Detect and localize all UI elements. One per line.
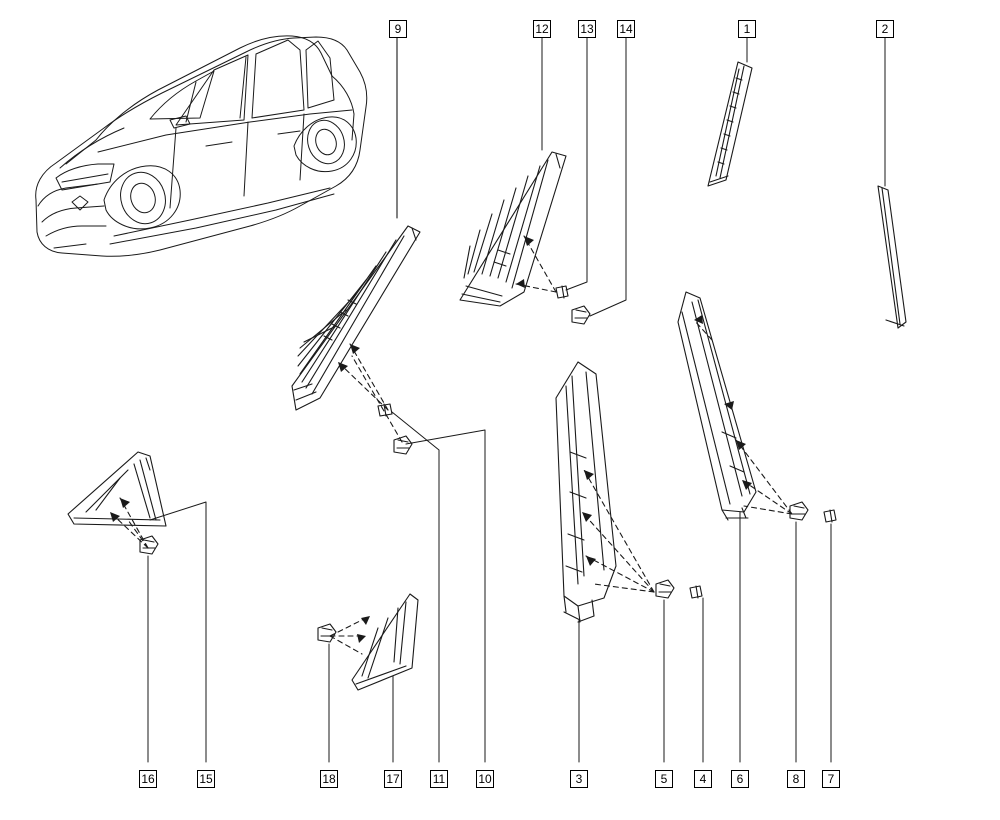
part-14-grommet <box>572 306 590 324</box>
part-2-shape <box>878 186 906 328</box>
part-5-grommet <box>656 580 674 598</box>
callout-9[interactable]: 9 <box>389 20 407 38</box>
car-illustration <box>36 36 367 256</box>
part-17-shape <box>352 594 418 690</box>
part-18-grommet <box>318 624 336 642</box>
part-15-assembly-arrows <box>110 498 148 548</box>
callout-3[interactable]: 3 <box>570 770 588 788</box>
part-8-grommet <box>790 502 808 520</box>
callout-18[interactable]: 18 <box>320 770 338 788</box>
part-9-assembly-arrows <box>338 344 402 442</box>
callout-5[interactable]: 5 <box>655 770 673 788</box>
callout-6[interactable]: 6 <box>731 770 749 788</box>
callout-13[interactable]: 13 <box>578 20 596 38</box>
part-12-shape <box>460 152 566 306</box>
callout-10[interactable]: 10 <box>476 770 494 788</box>
leader-lines <box>148 38 885 762</box>
part-4-clip <box>690 586 702 598</box>
part-9-shape <box>292 226 420 410</box>
callout-16[interactable]: 16 <box>139 770 157 788</box>
callout-4[interactable]: 4 <box>694 770 712 788</box>
callout-11[interactable]: 11 <box>430 770 448 788</box>
part-10-grommet <box>394 436 412 454</box>
part-7-clip <box>824 510 836 522</box>
part-13-clip <box>556 286 568 298</box>
part-6-shape <box>678 292 756 520</box>
callout-12[interactable]: 12 <box>533 20 551 38</box>
callout-2[interactable]: 2 <box>876 20 894 38</box>
callout-15[interactable]: 15 <box>197 770 215 788</box>
callout-17[interactable]: 17 <box>384 770 402 788</box>
part-3-shape <box>556 362 616 622</box>
part-1-shape <box>708 62 752 186</box>
part-16-grommet <box>140 536 158 554</box>
part-3-assembly-arrows <box>582 470 654 592</box>
callout-1[interactable]: 1 <box>738 20 756 38</box>
callout-7[interactable]: 7 <box>822 770 840 788</box>
callout-8[interactable]: 8 <box>787 770 805 788</box>
callout-14[interactable]: 14 <box>617 20 635 38</box>
